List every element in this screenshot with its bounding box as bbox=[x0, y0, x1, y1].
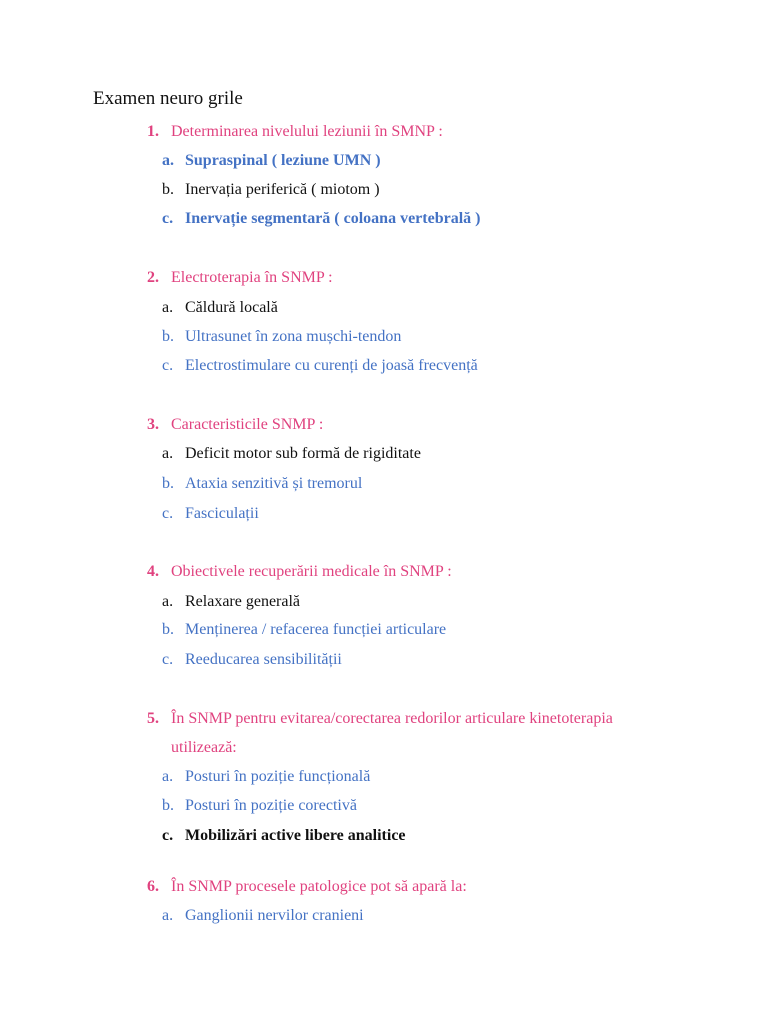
answer-letter: a. bbox=[162, 445, 174, 462]
question-text: În SNMP procesele patologice pot să apară la: bbox=[171, 878, 467, 895]
answer-1b bbox=[162, 180, 742, 200]
answer-text: Fasciculații bbox=[185, 505, 259, 522]
answer-text: Căldură locală bbox=[185, 299, 278, 316]
question-4 bbox=[147, 557, 737, 586]
answer-text: Menținerea / refacerea funcției articulare bbox=[185, 621, 447, 638]
answer-5c bbox=[162, 826, 742, 846]
question-text: Determinarea nivelului leziunii în SMNP : bbox=[171, 123, 443, 140]
question-number: 3. bbox=[147, 416, 159, 433]
answer-4b bbox=[162, 620, 742, 640]
question-2 bbox=[147, 263, 737, 292]
answer-letter: a. bbox=[162, 152, 174, 169]
answer-text: Mobilizări active libere analitice bbox=[185, 827, 406, 844]
answer-text: Reeducarea sensibilității bbox=[185, 651, 342, 668]
answer-letter: a. bbox=[162, 299, 174, 316]
answer-2c bbox=[162, 356, 742, 376]
question-text-continued: utilizează: bbox=[171, 739, 237, 756]
answer-letter: b. bbox=[162, 621, 174, 638]
answer-text: Inervație segmentară ( coloana vertebrală ) bbox=[185, 210, 481, 227]
answer-letter: b. bbox=[162, 475, 174, 492]
question-text: Obiectivele recuperării medicale în SNMP : bbox=[171, 563, 452, 580]
answer-letter: c. bbox=[162, 827, 174, 844]
answer-letter: c. bbox=[162, 210, 174, 227]
answer-6a bbox=[162, 906, 742, 926]
answer-text: Deficit motor sub formă de rigiditate bbox=[185, 445, 421, 462]
answer-letter: b. bbox=[162, 328, 174, 345]
question-number: 2. bbox=[147, 269, 159, 286]
question-6 bbox=[147, 872, 737, 901]
answer-text: Supraspinal ( leziune UMN ) bbox=[185, 152, 381, 169]
answer-letter: a. bbox=[162, 593, 174, 610]
answer-1c bbox=[162, 209, 742, 229]
answer-letter: c. bbox=[162, 651, 174, 668]
question-3 bbox=[147, 410, 737, 439]
answer-text: Ganglionii nervilor cranieni bbox=[185, 907, 364, 924]
answer-letter: b. bbox=[162, 181, 174, 198]
answer-text: Electrostimulare cu curenți de joasă frecvență bbox=[185, 357, 478, 374]
answer-text: Posturi în poziție funcțională bbox=[185, 768, 371, 785]
answer-3c bbox=[162, 504, 742, 524]
answer-text: Inervația periferică ( miotom ) bbox=[185, 181, 380, 198]
document-title: Examen neuro grile bbox=[93, 88, 243, 109]
answer-letter: a. bbox=[162, 768, 174, 785]
answer-5b bbox=[162, 796, 742, 816]
answer-2a bbox=[162, 298, 742, 318]
answer-text: Ultrasunet în zona mușchi-tendon bbox=[185, 328, 402, 345]
answer-letter: c. bbox=[162, 505, 174, 522]
question-text: Electroterapia în SNMP : bbox=[171, 269, 333, 286]
question-1 bbox=[147, 117, 737, 146]
answer-text: Posturi în poziție corectivă bbox=[185, 797, 357, 814]
question-number: 5. bbox=[147, 710, 159, 727]
answer-2b bbox=[162, 327, 742, 347]
answer-letter: a. bbox=[162, 907, 174, 924]
answer-3a bbox=[162, 444, 742, 464]
question-number: 4. bbox=[147, 563, 159, 580]
answer-4c bbox=[162, 650, 742, 670]
answer-text: Relaxare generală bbox=[185, 593, 301, 610]
question-5 bbox=[147, 704, 737, 762]
question-text: Caracteristicile SNMP : bbox=[171, 416, 324, 433]
answer-letter: b. bbox=[162, 797, 174, 814]
answer-text: Ataxia senzitivă și tremorul bbox=[185, 475, 363, 492]
answer-letter: c. bbox=[162, 357, 174, 374]
question-text: În SNMP pentru evitarea/corectarea redorilor articulare kinetoterapia bbox=[171, 710, 613, 727]
answer-4a bbox=[162, 592, 742, 612]
answer-1a bbox=[162, 151, 742, 171]
question-number: 6. bbox=[147, 878, 159, 895]
question-number: 1. bbox=[147, 123, 159, 140]
answer-3b bbox=[162, 474, 742, 494]
answer-5a bbox=[162, 767, 742, 787]
